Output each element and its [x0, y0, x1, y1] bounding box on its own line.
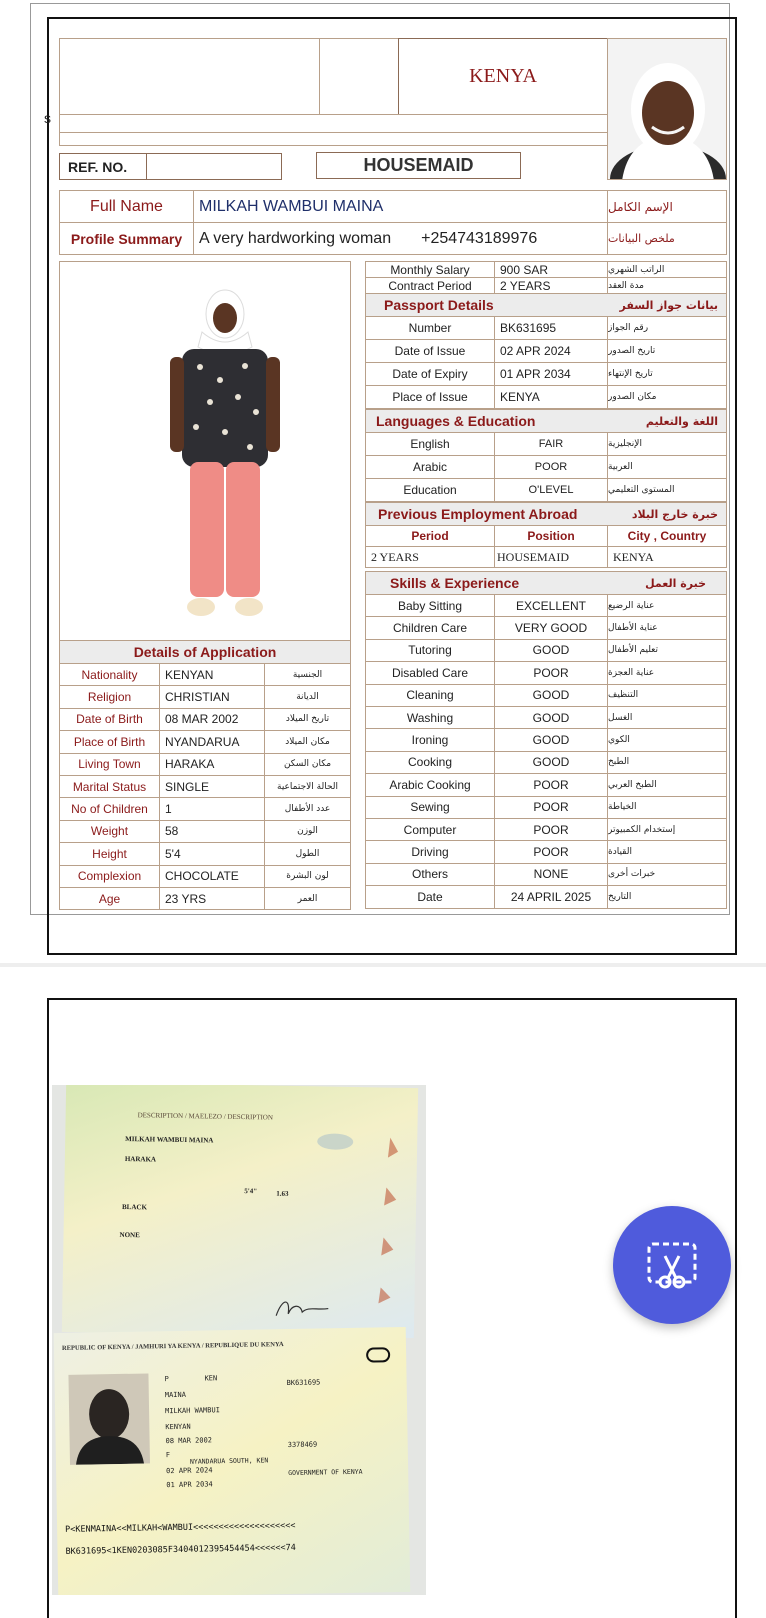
skills-value-1: VERY GOOD — [494, 616, 608, 639]
skills-label-13: Date — [365, 885, 495, 908]
bio-nationality: KENYAN — [165, 1422, 191, 1432]
passport-ar-3: مكان الصدور — [607, 385, 727, 409]
skills-ar-7: الطبخ — [607, 751, 727, 774]
application-ar-5: الحالة الاجتماعية — [264, 775, 351, 798]
application-label-9: Complexion — [59, 865, 160, 888]
position-box — [316, 152, 521, 179]
skills-ar-6: الكوي — [607, 728, 727, 751]
contract-period-value: 2 YEARS — [494, 277, 608, 294]
languages-label-2: Education — [365, 478, 495, 502]
skills-ar-2: تعليم الأطفال — [607, 639, 727, 662]
bio-type: P — [164, 1375, 169, 1384]
application-value-1: CHRISTIAN — [159, 685, 265, 708]
full-name-ar: الإسم الكامل — [607, 190, 727, 223]
application-value-5: SINGLE — [159, 775, 265, 798]
employment-country-value: KENYA — [607, 546, 727, 568]
skills-value-0: EXCELLENT — [494, 594, 608, 617]
mrz-line-1: P<KENMAINA<<MILKAH<WAMBUI<<<<<<<<<<<<<<<<<<<< — [65, 1520, 296, 1535]
employment-header-position: Position — [494, 525, 608, 547]
skills-label-5: Washing — [365, 706, 495, 729]
application-value-7: 58 — [159, 820, 265, 843]
skills-label-1: Children Care — [365, 616, 495, 639]
languages-section-title: Languages & Education اللغة والتعليم — [365, 409, 727, 433]
application-value-6: 1 — [159, 797, 265, 820]
languages-ar-1: العربية — [607, 455, 727, 479]
skills-label-7: Cooking — [365, 751, 495, 774]
header-cell-2 — [319, 38, 399, 115]
employment-header-period: Period — [365, 525, 495, 547]
country-box — [398, 38, 608, 115]
header-row-2 — [59, 114, 608, 133]
passport-label-3: Place of Issue — [365, 385, 495, 409]
skills-section-title: Skills & Experience خبرة العمل — [365, 571, 727, 595]
skills-value-10: POOR — [494, 818, 608, 841]
country-label: KENYA — [469, 65, 537, 87]
application-label-0: Nationality — [59, 663, 160, 686]
salary-label: Monthly Salary — [365, 261, 495, 278]
salary-ar: الراتب الشهري — [607, 261, 727, 278]
skills-ar-5: الغسل — [607, 706, 727, 729]
desc-height-m: 1.63 — [276, 1189, 289, 1198]
skills-label-10: Computer — [365, 818, 495, 841]
passport-value-1: 02 APR 2024 — [494, 339, 608, 363]
full-body-illustration — [60, 262, 352, 642]
contract-period-ar: مدة العقد — [607, 277, 727, 294]
application-label-10: Age — [59, 887, 160, 910]
skills-value-3: POOR — [494, 661, 608, 684]
application-value-10: 23 YRS — [159, 887, 265, 910]
contract-period-label: Contract Period — [365, 277, 495, 294]
bio-sex: F — [165, 1451, 171, 1460]
skills-value-6: GOOD — [494, 728, 608, 751]
desc-residence: HARAKA — [124, 1154, 157, 1164]
bio-code: KEN — [204, 1374, 218, 1383]
application-value-2: 08 MAR 2002 — [159, 708, 265, 731]
desc-height: 5'4" — [244, 1187, 258, 1196]
languages-value-0: FAIR — [494, 432, 608, 456]
languages-label-0: English — [365, 432, 495, 456]
mrz-line-2: BK631695<1KEN0203085F3404012395454454<<<<<<74 — [65, 1542, 296, 1557]
passport-description-page — [62, 1085, 418, 1338]
employment-section-title: Previous Employment Abroad خبرة خارج البلاد — [365, 502, 727, 526]
portrait-photo — [607, 38, 727, 180]
languages-value-2: O'LEVEL — [494, 478, 608, 502]
passport-section-title: Passport Details بيانات جواز السفر — [365, 293, 727, 317]
application-ar-3: مكان الميلاد — [264, 730, 351, 753]
languages-value-1: POOR — [494, 455, 608, 479]
skills-ar-9: الخياطة — [607, 796, 727, 819]
skills-value-5: GOOD — [494, 706, 608, 729]
application-value-0: KENYAN — [159, 663, 265, 686]
passport-value-2: 01 APR 2034 — [494, 362, 608, 386]
skills-value-12: NONE — [494, 863, 608, 886]
skills-value-7: GOOD — [494, 751, 608, 774]
application-value-4: HARAKA — [159, 753, 265, 776]
skills-ar-10: إستخدام الكمبيوتر — [607, 818, 727, 841]
ref-no-field — [146, 153, 282, 180]
languages-ar-2: المستوى التعليمي — [607, 478, 727, 502]
scissors-crop-icon — [645, 1238, 699, 1292]
passport-emblem-watermark — [292, 1126, 405, 1308]
ref-no-label: REF. NO. — [59, 153, 147, 180]
application-label-3: Place of Birth — [59, 730, 160, 753]
application-ar-0: الجنسية — [264, 663, 351, 686]
skills-label-2: Tutoring — [365, 639, 495, 662]
languages-ar-0: الإنجليزية — [607, 432, 727, 456]
application-value-9: CHOCOLATE — [159, 865, 265, 888]
position-title: HOUSEMAID — [363, 155, 474, 175]
application-label-8: Height — [59, 842, 160, 865]
application-ar-2: تاريخ الميلاد — [264, 708, 351, 731]
application-value-3: NYANDARUA — [159, 730, 265, 753]
holder-photo-illustration — [68, 1373, 150, 1464]
holder-signature — [272, 1296, 332, 1325]
application-ar-9: لون البشرة — [264, 865, 351, 888]
application-value-8: 5'4 — [159, 842, 265, 865]
bio-id: 3378469 — [287, 1440, 318, 1450]
page-separator — [0, 963, 766, 967]
skills-value-13: 24 APRIL 2025 — [494, 885, 608, 908]
full-body-photo — [59, 261, 351, 641]
desc-colour: BLACK — [121, 1202, 148, 1212]
full-name-label: Full Name — [59, 190, 194, 223]
skills-label-11: Driving — [365, 840, 495, 863]
employment-position-value: HOUSEMAID — [494, 546, 608, 568]
employment-header-country: City , Country — [607, 525, 727, 547]
skills-value-4: GOOD — [494, 684, 608, 707]
skills-ar-11: القيادة — [607, 840, 727, 863]
application-ar-7: الوزن — [264, 820, 351, 843]
profile-label: Profile Summary — [59, 222, 194, 255]
passport-ar-0: رقم الجواز — [607, 316, 727, 340]
bio-given: MILKAH WAMBUI — [165, 1406, 220, 1416]
crop-fab-button[interactable] — [613, 1206, 731, 1324]
passport-ar-1: تاريخ الصدور — [607, 339, 727, 363]
application-title: Details of Application — [59, 640, 351, 664]
application-ar-8: الطول — [264, 842, 351, 865]
salary-value: 900 SAR — [494, 261, 608, 278]
application-label-6: No of Children — [59, 797, 160, 820]
profile-value — [193, 222, 608, 255]
skills-ar-4: التنظيف — [607, 684, 727, 707]
languages-label-1: Arabic — [365, 455, 495, 479]
skills-ar-8: الطبخ العربي — [607, 773, 727, 796]
application-ar-4: مكان السكن — [264, 753, 351, 776]
bio-issue: 02 APR 2024 — [166, 1466, 213, 1476]
stray-mark: s — [44, 110, 51, 126]
skills-value-9: POOR — [494, 796, 608, 819]
bio-header: REPUBLIC OF KENYA / JAMHURI YA KENYA / REPUBLIQUE DU KENYA — [61, 1341, 284, 1352]
desc-header: DESCRIPTION / MAELEZO / DESCRIPTION — [137, 1111, 274, 1122]
bio-pob: NYANDARUA SOUTH, KEN — [189, 1456, 269, 1466]
skills-ar-13: التاريخ — [607, 885, 727, 908]
header-row-3 — [59, 132, 608, 146]
profile-ar: ملخص البيانات — [607, 222, 727, 255]
skills-label-6: Ironing — [365, 728, 495, 751]
skills-label-4: Cleaning — [365, 684, 495, 707]
passport-label-0: Number — [365, 316, 495, 340]
passport-label-2: Date of Expiry — [365, 362, 495, 386]
skills-label-8: Arabic Cooking — [365, 773, 495, 796]
passport-label-1: Date of Issue — [365, 339, 495, 363]
application-label-7: Weight — [59, 820, 160, 843]
portrait-illustration — [608, 39, 727, 180]
application-ar-6: عدد الأطفال — [264, 797, 351, 820]
header-cell-1 — [59, 38, 320, 115]
bio-expiry: 01 APR 2034 — [166, 1480, 213, 1490]
skills-label-3: Disabled Care — [365, 661, 495, 684]
application-label-1: Religion — [59, 685, 160, 708]
skills-label-9: Sewing — [365, 796, 495, 819]
passport-scan — [52, 1085, 426, 1595]
skills-ar-3: عناية العجزة — [607, 661, 727, 684]
application-ar-10: العمر — [264, 887, 351, 910]
application-label-4: Living Town — [59, 753, 160, 776]
passport-value-0: BK631695 — [494, 316, 608, 340]
skills-value-8: POOR — [494, 773, 608, 796]
profile-phone: +254743189976 — [421, 229, 538, 247]
full-name-value: MILKAH WAMBUI MAINA — [193, 190, 608, 223]
bio-photo — [68, 1373, 150, 1464]
desc-marks: NONE — [119, 1230, 140, 1240]
passport-chip-icon — [366, 1347, 390, 1362]
skills-value-2: GOOD — [494, 639, 608, 662]
bio-number: BK631695 — [286, 1378, 321, 1388]
skills-label-12: Others — [365, 863, 495, 886]
desc-name: MILKAH WAMBUI MAINA — [125, 1134, 214, 1145]
passport-ar-2: تاريخ الإنتهاء — [607, 362, 727, 386]
application-label-5: Marital Status — [59, 775, 160, 798]
application-ar-1: الديانة — [264, 685, 351, 708]
skills-label-0: Baby Sitting — [365, 594, 495, 617]
skills-ar-1: عناية الأطفال — [607, 616, 727, 639]
profile-summary: A very hardworking woman — [199, 229, 392, 247]
skills-value-11: POOR — [494, 840, 608, 863]
bio-surname: MAINA — [164, 1390, 186, 1400]
skills-ar-0: عناية الرضيع — [607, 594, 727, 617]
skills-ar-12: خبرات أخرى — [607, 863, 727, 886]
passport-value-3: KENYA — [494, 385, 608, 409]
bio-dob: 08 MAR 2002 — [165, 1436, 213, 1446]
employment-period-value: 2 YEARS — [365, 546, 495, 568]
passport-bio-page — [54, 1327, 411, 1595]
application-label-2: Date of Birth — [59, 708, 160, 731]
bio-authority: GOVERNMENT OF KENYA — [288, 1467, 363, 1478]
